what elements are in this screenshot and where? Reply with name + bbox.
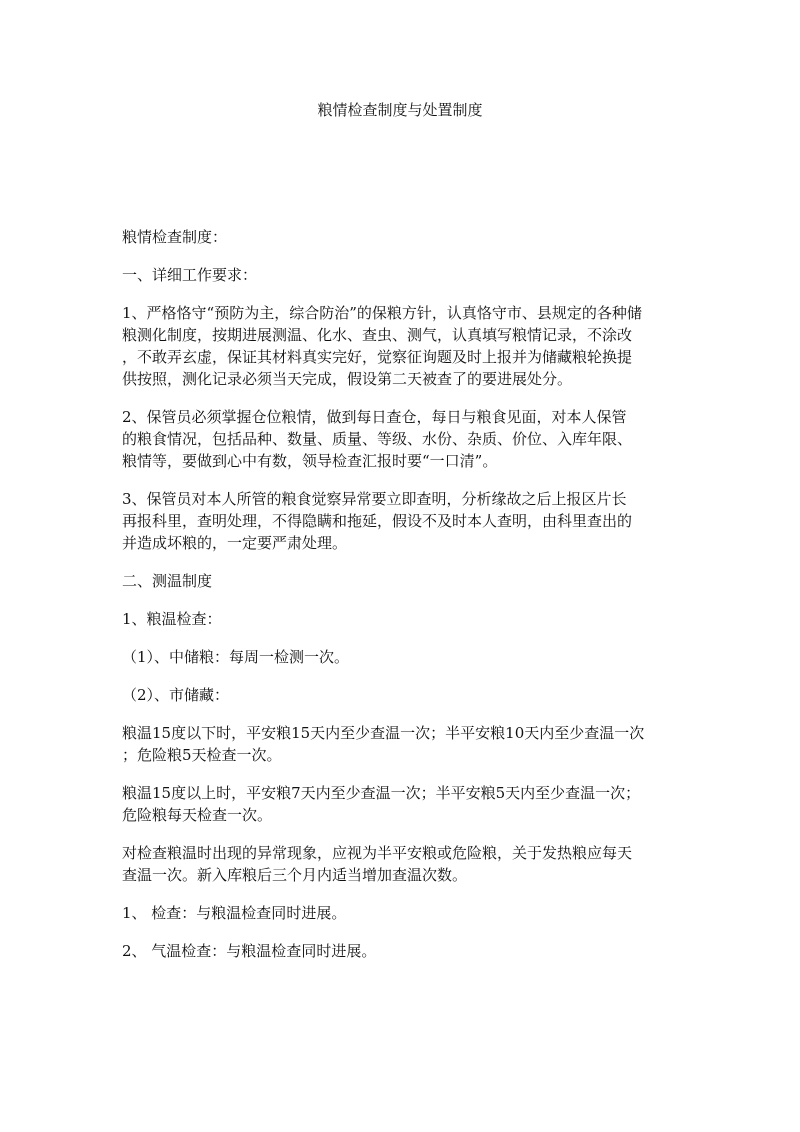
text-line: 1、 检查：与粮温检查同时进展。: [122, 904, 347, 922]
text-line: 供按照，测化记录必须当天完成，假设第二天被查了的要进展处分。: [122, 370, 573, 388]
paragraph-abnormal-handling: [122, 842, 682, 886]
text-line: 一、详细工作要求：: [122, 266, 258, 284]
text-line: 3、保管员对本人所管的粮食觉察异常要立即查明，分析缘故之后上报区片长: [122, 490, 627, 508]
paragraph-item-1: [122, 302, 682, 390]
text-line: 粮温15度以上时，平安粮7天内至少查温一次；半平安粮5天内至少查温一次；: [122, 784, 641, 802]
section-heading-inspection-system: [122, 226, 682, 248]
text-line: 1、粮温检查：: [122, 610, 222, 628]
item-inspection: [122, 902, 682, 924]
text-line: 粮测化制度，按期进展测温、化水、查虫、测气，认真填写粮情记录，不涂改: [122, 326, 633, 344]
text-line: 粮情等，要做到心中有数，领导检查汇报时要“一口清”。: [122, 452, 498, 470]
text-line: （1）、中储粮：每周一检测一次。: [122, 648, 350, 666]
text-line: （2）、市储藏：: [122, 686, 230, 704]
text-line: ，不敢弄玄虚，保证其材料真实完好，觉察征询题及时上报并为储藏粮轮换提: [122, 348, 633, 366]
subsection-heading-requirements: [122, 264, 682, 286]
text-line: 二、测温制度: [122, 572, 213, 590]
item-grain-temperature-check: [122, 608, 682, 630]
subsection-heading-temperature: [122, 570, 682, 592]
item-air-temperature-check: [122, 940, 682, 962]
paragraph-item-2: [122, 406, 682, 472]
text-line: 对检查粮温时出现的异常现象，应视为半平安粮或危险粮，关于发热粮应每天: [122, 844, 633, 862]
text-line: ；危险粮5天检查一次。: [122, 746, 282, 764]
document-title: 粮情检查制度与处置制度: [317, 101, 483, 119]
text-line: 粮情检查制度：: [122, 228, 228, 246]
text-line: 的粮食情况，包括品种、数量、质量、等级、水份、杂质、价位、入库年限、: [122, 430, 633, 448]
text-line: 1、严格恪守“预防为主，综合防治”的保粮方针，认真恪守市、县规定的各种储: [122, 304, 642, 322]
paragraph-item-3: [122, 488, 682, 554]
text-line: 2、 气温检查：与粮温检查同时进展。: [122, 942, 377, 960]
text-line: 查温一次。新入库粮后三个月内适当增加查温次数。: [122, 866, 468, 884]
paragraph-below-15-degrees: [122, 722, 682, 766]
text-line: 粮温15度以下时，平安粮15天内至少查温一次；半平安粮10天内至少查温一次: [122, 724, 645, 742]
text-line: 并造成坏粮的，一定要严肃处理。: [122, 534, 348, 552]
paragraph-above-15-degrees: [122, 782, 682, 826]
text-line: 危险粮每天检查一次。: [122, 806, 273, 824]
item-city-reserve: [122, 684, 682, 706]
text-line: 再报科里，查明处理，不得隐瞒和拖延，假设不及时本人查明，由科里查出的: [122, 512, 633, 530]
text-line: 2、保管员必须掌握仓位粮情，做到每日查仓，每日与粮食见面，对本人保管: [122, 408, 627, 426]
item-central-reserve: [122, 646, 682, 668]
document-body: [122, 226, 682, 978]
